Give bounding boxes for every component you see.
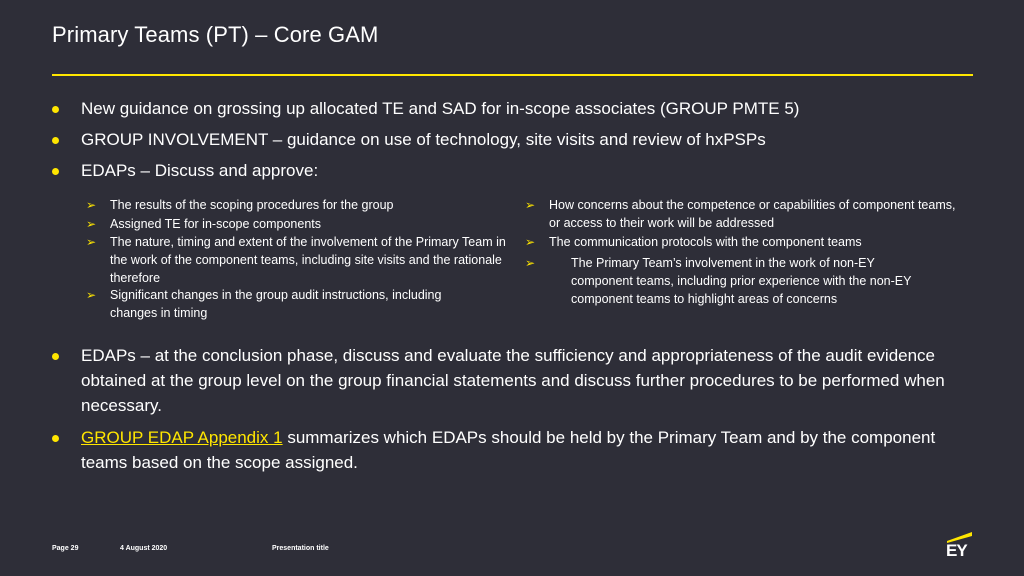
bullet-dot-icon [52, 106, 59, 113]
slide: Primary Teams (PT) – Core GAM New guidance on grossing up allocated TE and SAD for in-scope associates (GROUP PMTE 5) GROUP INVOLVEMENT – guidance on use of technology, site visits and review of hxPSPs EDAPs – Discuss and approve: ➢ The results of the scoping procedures for the group ➢ Assigned TE for in-scope components ➢ The nature, timing and extent of the involvement of the Primary Team in the work of the component teams, including site visits and the rationale therefore ➢ Significant changes in the group audit instructions, including changes in timing ➢ How concerns about the competence or capabilities of component teams, or access to their work will be addressed ➢ The communication protocols with the component teams ➢ The Primary Team’s involvement in the work of non-EY component teams, including prior experience with the non-EY component teams to highlight areas of concerns EDAPs – at the conclusion phase, discuss and evaluate the sufficiency and appropriateness of the audit evidence obtained at the group level on the group financial statements and discuss further procedures to be performed when necessary. GROUP EDAP Appendix 1 summarizes which EDAPs should be held by the Primary Team and by the component teams based on the scope assigned. Page 29 4 August 2020 Presentation title EY [0, 0, 1024, 576]
bullet-dot-icon [52, 137, 59, 144]
arrow-bullet-icon: ➢ [525, 235, 536, 249]
bullet-dot-icon [52, 435, 59, 442]
slide-title: Primary Teams (PT) – Core GAM [52, 22, 379, 47]
ey-logo [945, 530, 973, 560]
arrow-bullet-icon: ➢ [86, 288, 97, 302]
footer-date: 4 August 2020 [120, 545, 168, 552]
bullet-dot-icon [52, 168, 59, 175]
page-number: Page 29 [52, 545, 79, 552]
bullet-dot-icon [52, 353, 59, 360]
footer-presentation-title: Presentation title [272, 545, 329, 552]
ey-logo-text: EY [946, 541, 967, 560]
arrow-bullet-icon: ➢ [86, 198, 97, 212]
title-divider [52, 74, 973, 76]
arrow-bullet-icon: ➢ [525, 198, 536, 212]
arrow-bullet-icon: ➢ [525, 256, 536, 270]
arrow-bullet-icon: ➢ [86, 235, 97, 249]
group-edap-appendix-link[interactable]: GROUP EDAP Appendix 1 [81, 428, 283, 447]
arrow-bullet-icon: ➢ [86, 217, 97, 231]
